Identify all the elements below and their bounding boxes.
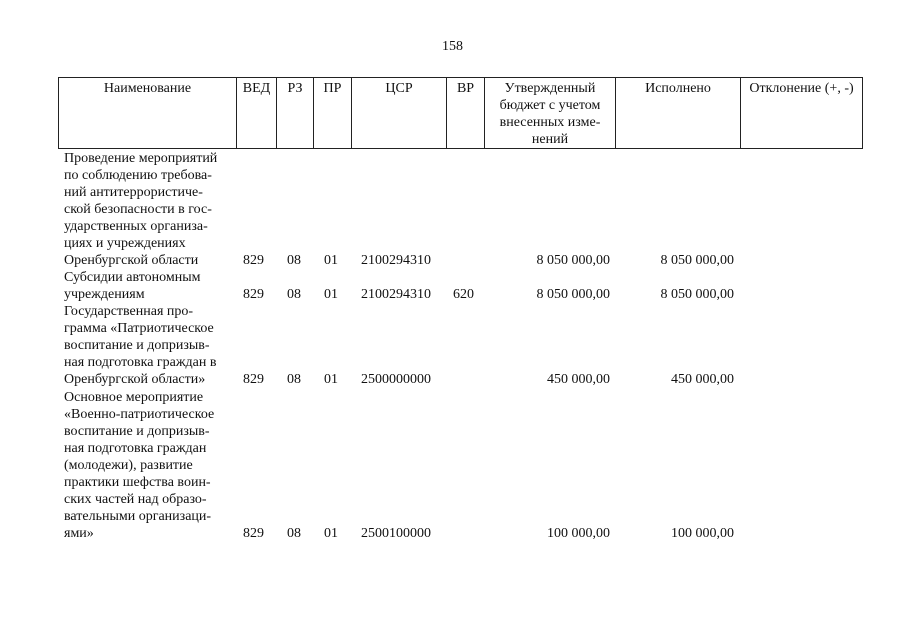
page-number: 158 <box>442 39 463 54</box>
row-csr: 2100294310 <box>361 253 431 268</box>
row-approved: 8 050 000,00 <box>536 287 610 302</box>
row-csr: 2500000000 <box>361 372 431 387</box>
row-name: Основное мероприятие «Военно-патриотическое воспитание и допризыв- ная подготовка граждан (молодежи), развитие практики шефства воин- ских частей над образо- вательными организаци- ями» <box>64 390 215 541</box>
row-name: Проведение мероприятий по соблюдению требова- ний антитеррористиче- ской безопасности в гос- ударственных организа- циях и учреждениях Оренбургской области <box>64 151 218 268</box>
row-executed: 8 050 000,00 <box>660 253 734 268</box>
row-csr: 2100294310 <box>361 287 431 302</box>
row-vr: 620 <box>453 287 474 302</box>
row-name: Государственная про- грамма «Патриотическое воспитание и допризыв- ная подготовка граждан в Оренбургской области» <box>64 304 217 387</box>
header-executed: Исполнено <box>616 78 741 149</box>
header-name: Наименование <box>59 78 237 149</box>
table-header <box>58 77 863 149</box>
row-ved: 829 <box>243 287 264 302</box>
header-deviation: Отклонение (+, -) <box>741 78 863 149</box>
header-csr: ЦСР <box>352 78 447 149</box>
row-pr: 01 <box>324 287 338 302</box>
row-pr: 01 <box>324 253 338 268</box>
header-pr: ПР <box>314 78 352 149</box>
row-approved: 8 050 000,00 <box>536 253 610 268</box>
row-rz: 08 <box>287 372 301 387</box>
row-name: Субсидии автономным учреждениям <box>64 270 201 302</box>
row-executed: 8 050 000,00 <box>660 287 734 302</box>
row-ved: 829 <box>243 253 264 268</box>
header-approved-budget: Утвержденный бюджет с учетом внесенных изме-нений <box>485 78 616 149</box>
row-ved: 829 <box>243 526 264 541</box>
row-pr: 01 <box>324 372 338 387</box>
row-approved: 450 000,00 <box>547 372 610 387</box>
row-ved: 829 <box>243 372 264 387</box>
row-csr: 2500100000 <box>361 526 431 541</box>
header-rz: РЗ <box>277 78 314 149</box>
row-executed: 450 000,00 <box>671 372 734 387</box>
header-vr: ВР <box>447 78 485 149</box>
row-approved: 100 000,00 <box>547 526 610 541</box>
header-ved: ВЕД <box>237 78 277 149</box>
row-rz: 08 <box>287 253 301 268</box>
row-rz: 08 <box>287 287 301 302</box>
row-rz: 08 <box>287 526 301 541</box>
row-executed: 100 000,00 <box>671 526 734 541</box>
row-pr: 01 <box>324 526 338 541</box>
